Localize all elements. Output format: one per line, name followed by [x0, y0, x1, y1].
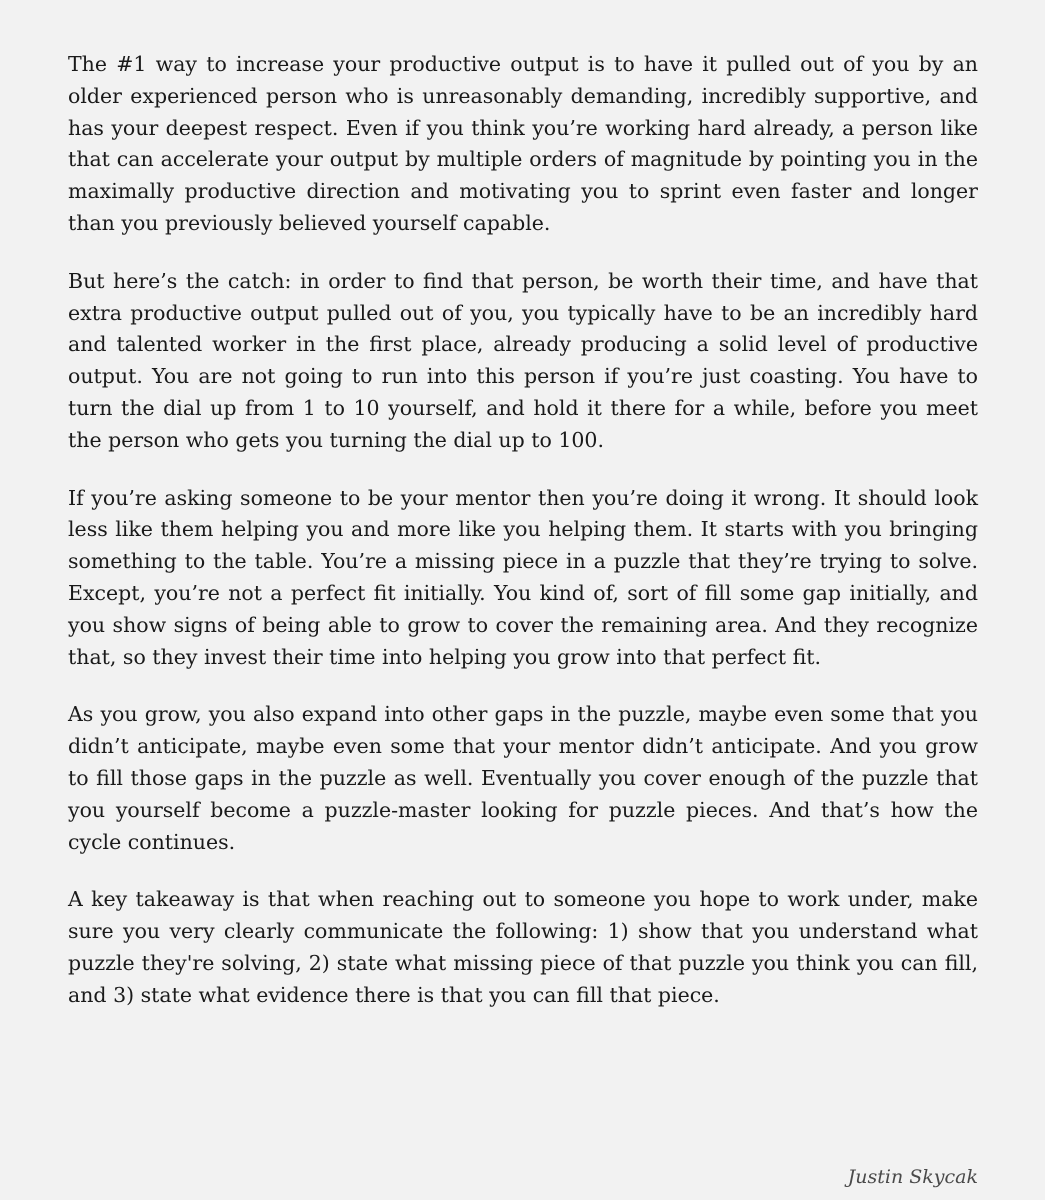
paragraph-1: The #1 way to increase your productive output is to have it pulled out of you by an older experienced person who is unreasonably demanding, incredibly supportive, and has your deepest respect. Even if you think you’re working hard already, a person like that can accelerate your output by multiple orders of magnitude by pointing you in the maximally productive direction and motivating you to sprint even faster and longer than you previously believed yourself capable. [68, 52, 978, 235]
author-signature: Justin Skycak [847, 1166, 978, 1188]
paragraph-2: But here’s the catch: in order to find that person, be worth their time, and have that extra productive output pulled out of you, you typically have to be an incredibly hard and talented worker in the first place, already producing a solid level of productive output. You are not going to run into this person if you’re just coasting. You have to turn the dial up from 1 to 10 yourself, and hold it there for a while, before you meet the person who gets you turning the dial up to 100. [68, 268, 978, 452]
paragraph-4: As you grow, you also expand into other gaps in the puzzle, maybe even some that you didn’t anticipate, maybe even some that your mentor didn’t anticipate. And you grow to fill those gaps in the puzzle as well. Eventually you cover enough of the puzzle that you yourself become a puzzle-master looking for puzzle pieces. And that’s how the cycle continues. [68, 702, 978, 854]
paragraph-5: A key takeaway is that when reaching out to someone you hope to work under, make sure you very clearly communicate the following: 1) show that you understand what puzzle they're solving, 2) state what missing piece of that puzzle you think you can fill, and 3) state what evidence there is that you can fill that piece. [68, 887, 978, 1007]
paragraph-3: If you’re asking someone to be your mentor then you’re doing it wrong. It should look less like them helping you and more like you helping them. It starts with you bringing something to the table. You’re a missing piece in a puzzle that they’re trying to solve. Except, you’re not a perfect fit initially. You kind of, sort of fill some gap initially, and you show signs of being able to grow to cover the remaining area. And they recognize that, so they invest their time into helping you grow into that perfect fit. [68, 485, 978, 669]
